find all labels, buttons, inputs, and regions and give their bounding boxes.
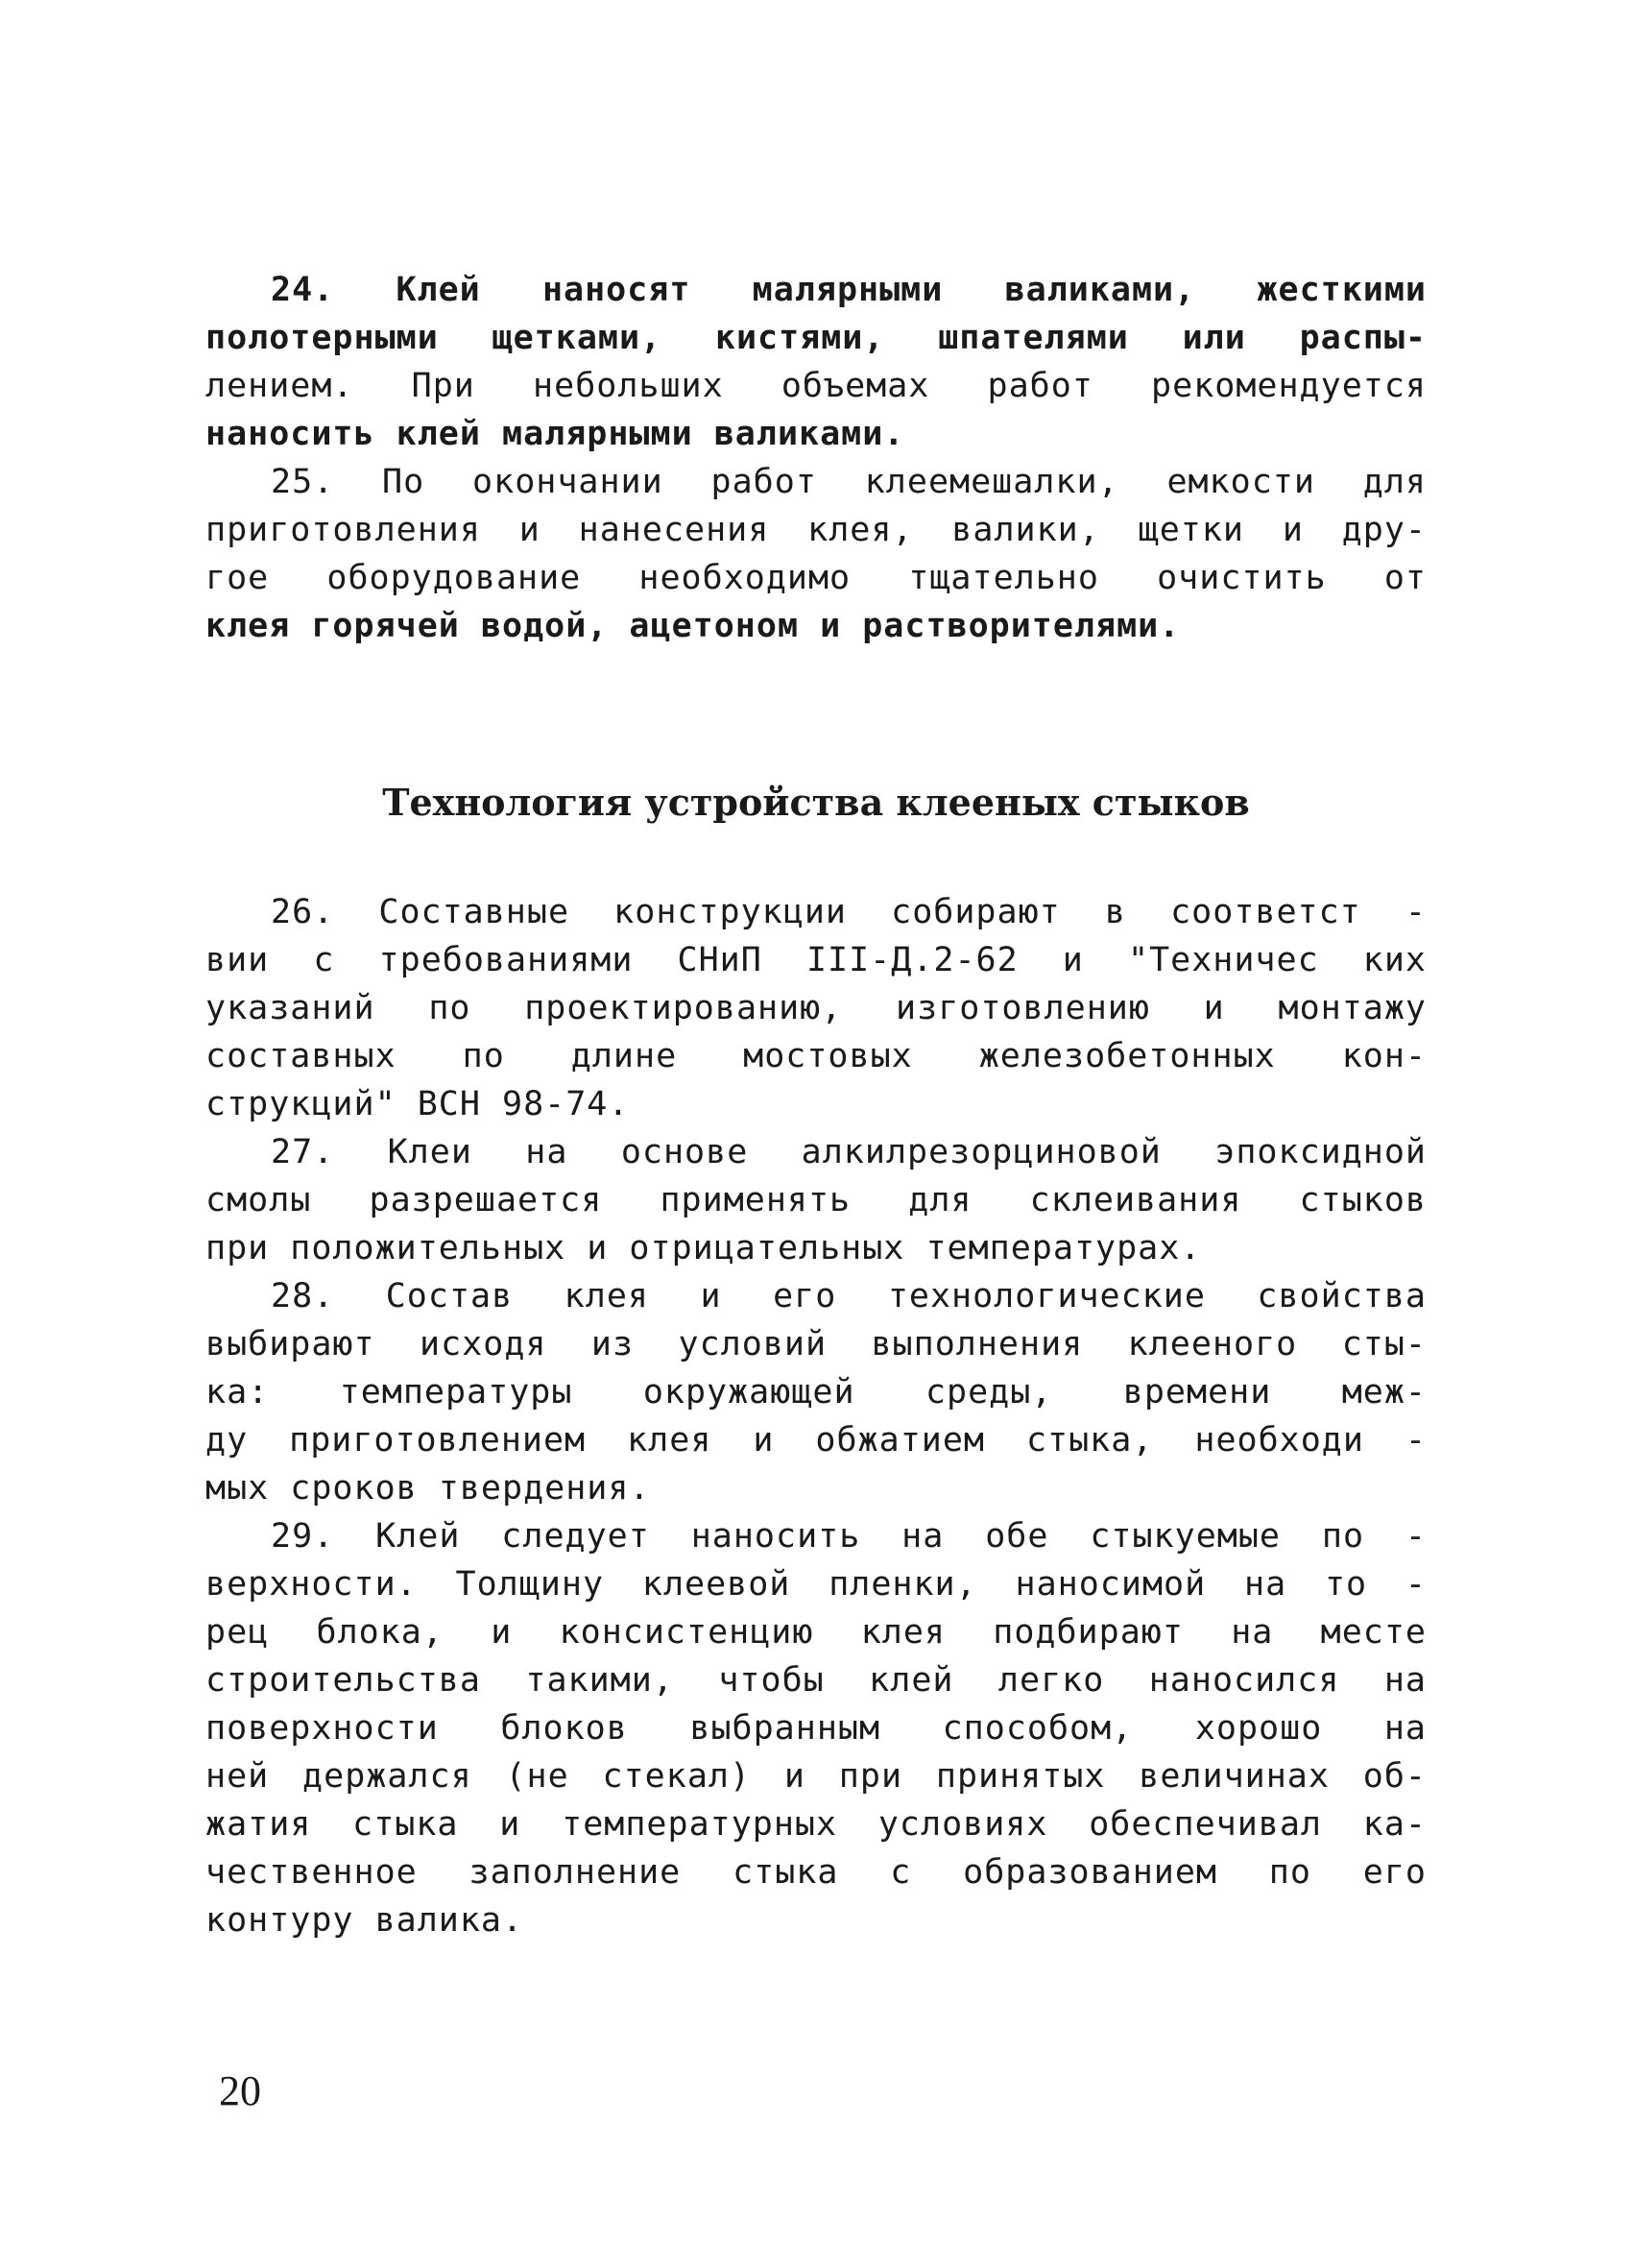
section-heading: Технология устройства клееных стыков (382, 781, 1250, 824)
paragraph-line: составных по длине мостовых железобетонных кон- (205, 1037, 1427, 1075)
paragraph-line: 24. Клей наносят малярными валиками, жесткими (271, 271, 1427, 309)
paragraph-line: ка: температуры окружающей среды, времени меж- (205, 1373, 1427, 1411)
paragraph-line: 29. Клей следует наносить на обе стыкуемые по - (271, 1517, 1427, 1556)
paragraph-line: поверхности блоков выбранным способом, хорошо на (205, 1709, 1427, 1748)
paragraph-line: гое оборудование необходимо тщательно очистить от (205, 559, 1427, 597)
paragraph-line: жатия стыка и температурных условиях обеспечивал ка- (205, 1805, 1427, 1844)
paragraph-line: вии с требованиями СНиП III-Д.2-62 и "Техничес ких (205, 941, 1427, 979)
paragraph-line: лением. При небольших объемах работ рекомендуется (205, 367, 1427, 405)
paragraph-line: полотерными щетками, кистями, шпателями или распы- (205, 319, 1427, 357)
paragraph-line: 27. Клеи на основе алкилрезорциновой эпоксидной (271, 1133, 1427, 1171)
paragraph-line: ду приготовлением клея и обжатием стыка, необходи - (205, 1421, 1427, 1460)
paragraph-line: наносить клей малярными валиками. (205, 415, 905, 453)
paragraph-line: выбирают исходя из условий выполнения клееного сты- (205, 1325, 1427, 1363)
page-number: 20 (219, 2067, 261, 2114)
paragraph-line: строительства такими, чтобы клей легко наносился на (205, 1661, 1427, 1700)
paragraph-line: верхности. Толщину клеевой пленки, наносимой на то - (205, 1565, 1427, 1604)
paragraph-line: 25. По окончании работ клеемешалки, емкости для (271, 463, 1427, 501)
paragraph-line: приготовления и нанесения клея, валики, щетки и дру- (205, 511, 1427, 549)
paragraph-line: рец блока, и консистенцию клея подбирают на месте (205, 1613, 1427, 1652)
paragraph-line: ней держался (не стекал) и при принятых величинах об- (205, 1757, 1427, 1796)
paragraph-line: при положительных и отрицательных температурах. (205, 1229, 1202, 1267)
paragraph-line: указаний по проектированию, изготовлению и монтажу (205, 989, 1427, 1027)
paragraph-line: клея горячей водой, ацетоном и растворителями. (205, 607, 1181, 645)
paragraph-line: чественное заполнение стыка с образованием по его (205, 1853, 1427, 1892)
paragraph-line: струкций" ВСН 98-74. (205, 1085, 630, 1123)
paragraph-line: контуру валика. (205, 1901, 524, 1940)
paragraph-line: 26. Составные конструкции собирают в соответст - (271, 893, 1427, 931)
paragraph-line: смолы разрешается применять для склеивания стыков (205, 1181, 1427, 1219)
paragraph-line: мых сроков твердения. (205, 1469, 651, 1508)
paragraph-line: 28. Состав клея и его технологические свойства (271, 1277, 1427, 1315)
